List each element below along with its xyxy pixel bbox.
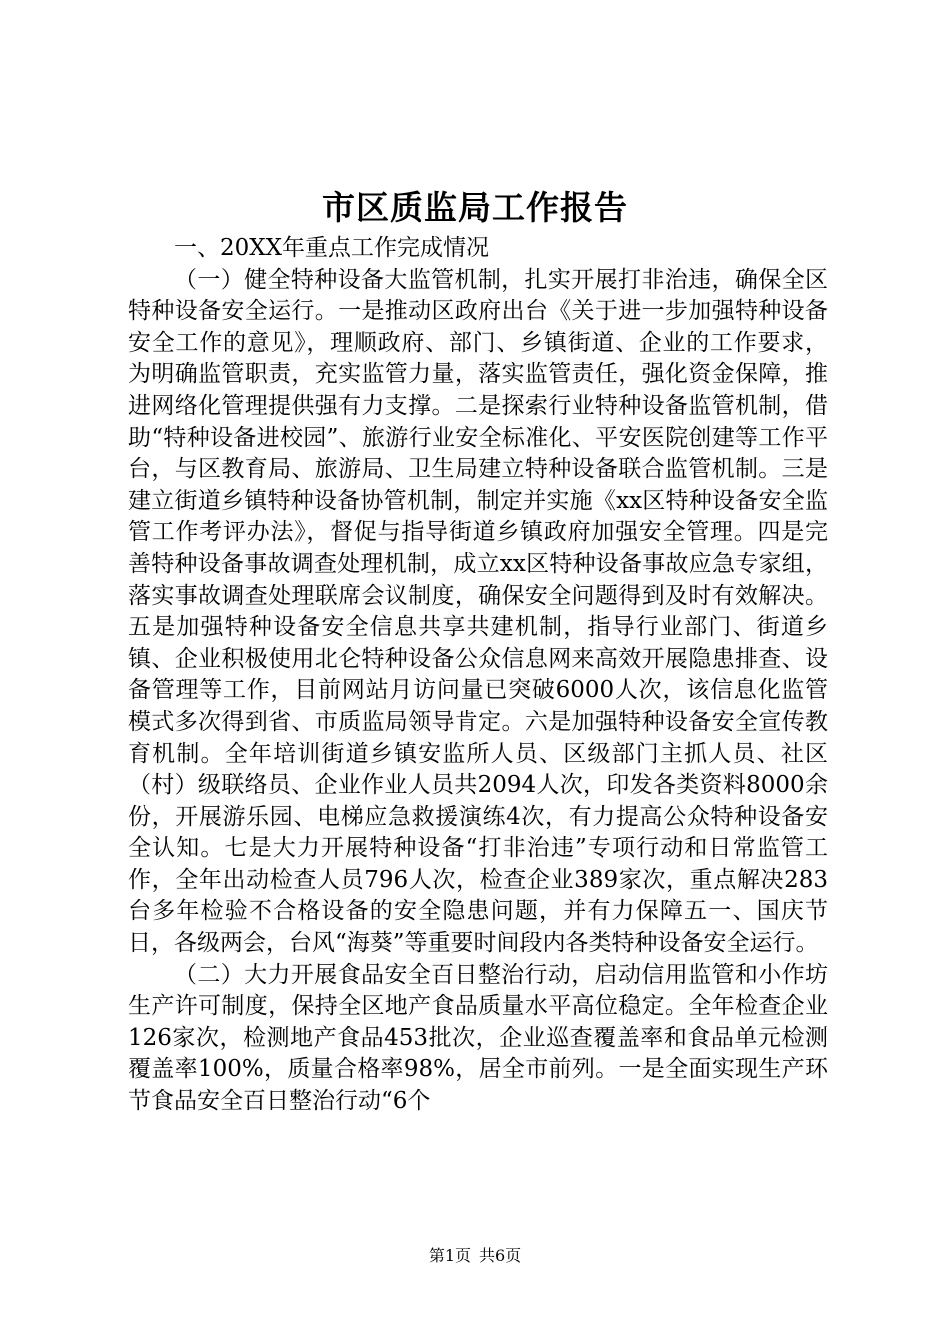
- page-number: 第1页: [428, 1246, 471, 1265]
- paragraph: （一）健全特种设备大监管机制，扎实开展打非治违，确保全区特种设备安全运行。一是推动区政府出台《关于进一步加强特种设备安全工作的意见》，理顺政府、部门、乡镇街道、企业的工作要求，为明确监管职责，充实监管力量，落实监管责任，强化资金保障，推进网络化管理提供强有力支撑。二是探索行业特种设备监管机制，借助“特种设备进校园”、旅游行业安全标准化、平安医院创建等工作平台，与区教育局、旅游局、卫生局建立特种设备联合监管机制。三是建立街道乡镇特种设备协管机制，制定并实施《xx区特种设备安全监管工作考评办法》，督促与指导街道乡镇政府加强安全管理。四是完善特种设备事故调查处理机制，成立xx区特种设备事故应急专家组，落实事故调查处理联席会议制度，确保安全问题得到及时有效解决。五是加强特种设备安全信息共享共建机制，指导行业部门、街道乡镇、企业积极使用北仑特种设备公众信息网来高效开展隐患排查、设备管理等工作，目前网站月访问量已突破6000人次，该信息化监管模式多次得到省、市质监局领导肯定。六是加强特种设备安全宣传教育机制。全年培训街道乡镇安监所人员、区级部门主抓人员、社区（村）级联络员、企业作业人员共2094人次，印发各类资料8000余份，开展游乐园、电梯应急救援演练4次，有力提高公众特种设备安全认知。七是大力开展特种设备“打非治违”专项行动和日常监管工作，全年出动检查人员796人次，检查企业389家次，重点解决283台多年检验不合格设备的安全隐患问题，并有力保障五一、国庆节日，各级两会，台风“海葵”等重要时间段内各类特种设备安全运行。: [128, 266, 828, 957]
- page-footer: [0, 1246, 950, 1266]
- paragraph: （二）大力开展食品安全百日整治行动，启动信用监管和小作坊生产许可制度，保持全区地产食品质量水平高位稳定。全年检查企业126家次，检测地产食品453批次，企业巡查覆盖率和食品单元检测覆盖率100%，质量合格率98%，居全市前列。一是全面实现生产环节食品安全百日整治行动“6个: [128, 961, 828, 1115]
- document-body: [128, 233, 828, 1118]
- document-title: 市区质监局工作报告: [322, 188, 628, 227]
- section-heading: 一、20XX年重点工作完成情况: [174, 235, 490, 261]
- page-total: 共6页: [479, 1246, 522, 1265]
